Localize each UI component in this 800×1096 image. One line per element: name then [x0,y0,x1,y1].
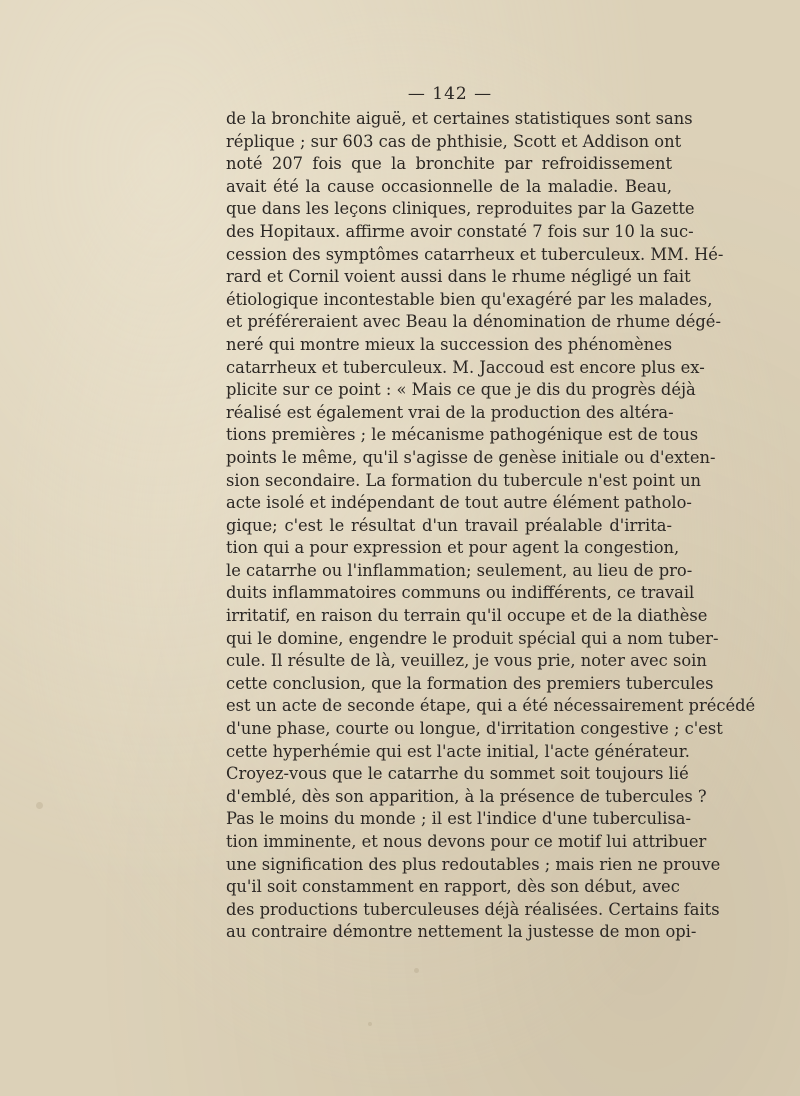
text-line: des productions tuberculeuses déjà réalisées. Certains faits [226,899,720,919]
text-line: une signification des plus redoutables ; mais rien ne prouve [226,854,721,874]
text-line: avait été la cause occasionnelle de la maladie. Beau, [226,176,672,196]
text-line: des Hopitaux. affirme avoir constaté 7 fois sur 10 la suc- [226,221,694,241]
text-line: Pas le moins du monde ; il est l'indice d'une tuberculisa- [226,809,692,829]
paper-spot [414,968,419,973]
text-line: d'une phase, courte ou longue, d'irritation congestive ; c'est [226,719,723,739]
text-line: le catarrhe ou l'inflammation; seulement, au lieu de pro- [226,560,693,580]
text-line: Croyez-vous que le catarrhe du sommet soit toujours lié [226,764,689,784]
text-line: réalisé est également vrai de la production des altéra- [226,402,674,422]
text-line: de la bronchite aiguë, et certaines statistiques sont sans [226,109,693,128]
text-line: cule. Il résulte de là, veuillez, je vous prie, noter avec soin [226,651,707,671]
text-line: qu'il soit constamment en rapport, dès son début, avec [226,877,680,897]
text-line: cette conclusion, que la formation des premiers tubercules [226,673,714,693]
paper-spot [36,802,43,809]
body-text [226,108,756,944]
page-number: — 142 — [407,84,493,104]
text-line: catarrheux et tuberculeux. M. Jaccoud est encore plus ex- [226,357,705,377]
text-line: cession des symptômes catarrheux et tuberculeux. MM. Hé- [226,244,724,264]
text-line: sion secondaire. La formation du tubercule n'est point un [226,470,702,490]
text-line: qui le domine, engendre le produit spécial qui a nom tuber- [226,628,719,648]
text-line: et préféreraient avec Beau la dénomination de rhume dégé- [226,312,721,332]
text-line: tion qui a pour expression et pour agent la congestion, [226,538,680,558]
text-line: tion imminente, et nous devons pour ce motif lui attribuer [226,832,707,851]
text-line: cette hyperhémie qui est l'acte initial, l'acte générateur. [226,741,690,761]
text-line: duits inflammatoires communs ou indifférents, ce travail [226,583,695,603]
text-line: d'emblé, dès son apparition, à la présence de tubercules ? [226,786,707,806]
text-line: réplique ; sur 603 cas de phthisie, Scott et Addison ont [226,131,682,151]
text-line: acte isolé et indépendant de tout autre élément patholo- [226,493,692,513]
text-line: étiologique incontestable bien qu'exagéré par les malades, [226,289,713,309]
text-line: noté 207 fois que la bronchite par refroidissement [226,154,672,174]
text-line: plicite sur ce point : « Mais ce que je dis du progrès déjà [226,380,696,400]
text-line: points le même, qu'il s'agisse de genèse initiale ou d'exten- [226,447,716,467]
paper-spot [368,1022,372,1026]
text-line: tions premières ; le mécanisme pathogénique est de tous [226,425,699,445]
text-line: est un acte de seconde étape, qui a été nécessairement précédé [226,696,756,716]
text-line: au contraire démontre nettement la justesse de mon opi- [226,922,697,942]
text-line: irritatif, en raison du terrain qu'il occupe et de la diathèse [226,606,708,626]
text-line: que dans les leçons cliniques, reproduites par la Gazette [226,199,695,219]
text-line: neré qui montre mieux la succession des phénomènes [226,334,673,354]
text-line: rard et Cornil voient aussi dans le rhume négligé un fait [226,267,691,287]
text-line: gique; c'est le résultat d'un travail préalable d'irrita- [226,515,672,535]
